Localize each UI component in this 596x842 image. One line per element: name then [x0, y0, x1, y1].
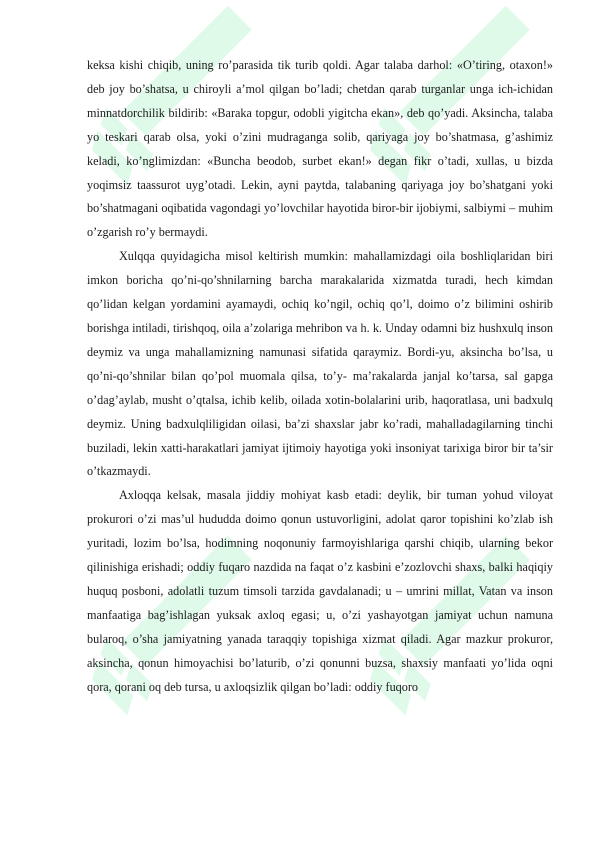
paragraph-axloq-example: Axloqqa kelsak, masala jiddiy mohiyat kasb etadi: deylik, bir tuman yohud viloyat prokurori o’zi mas’ul hududda doimo qonun ustuvorligini, adolat qaror topishini ko’zlab ish yuritadi, lozim bo’lsa, hodimning noqonuniy farmoyishlariga qarshi chiqib, ularning bekor qilinishiga erishadi; oddiy fuqaro nazdida na faqat o’z kasbini e’zozlovchi shaxs, balki haqiqiy huquq posboni, adolatli tuzum timsoli tarzida gavdalanadi; u – umrini millat, Vatan va inson manfaatiga bag’ishlagan yuksak axloq egasi; u, o’zi yashayotgan jamiyat uchun namuna bularoq, o’sha jamiyatning yanada taraqqiy topishiga xizmat qiladi. Agar mazkur prokuror, aksincha, qonun himoyachisi bo’laturib, o’zi qonunni buzsa, shaxsiy manfaati yo’lida oqni qora, qorani oq deb tursa, u axloqsizlik qilgan bo’ladi: oddiy fuqoro [87, 488, 553, 694]
paragraph-continuation: keksa kishi chiqib, uning ro’parasida tik turib qoldi. Agar talaba darhol: «O’tiring, otaxon!» deb joy bo’shatsa, u chiroyli a’mol qilgan bo’ladi; chetdan qarab turganlar unga ich-ichidan minnatdorchilik bildirib: «Baraka topgur, odobli yigitcha ekan», deb qo’yadi. Aksincha, talaba yo teskari qarab olsa, yoki o’zini mudraganga solib, qariyaga joy bo’shatmasa, g’ashimiz keladi, ko’nglimizdan: «Buncha beodob, surbet ekan!» degan fikr o’tadi, xullas, u bizda yoqimsiz taassurot uyg’otadi. Lekin, ayni paytda, talabaning qariyaga joy bo’shatgani yoki bo’shatmagani oqibatida vagondagi yo’lovchilar hayotida biror-bir ijobiymi, salbiymi – muhim o’zgarish ro’y bermaydi. [87, 58, 553, 240]
body-text [87, 54, 553, 699]
paragraph-xulq-example: Xulqqa quyidagicha misol keltirish mumkin: mahallamizdagi oila boshliqlaridan biri imkon boricha qo’ni-qo’shnilarning barcha marakalarida xizmatda turadi, hech kimdan qo’lidan kelgan yordamini ayamaydi, ochiq ko’ngil, ochiq qo’l, doimo o’z bilimini oshirib borishga intiladi, tirishqoq, oila a’zolariga mehribon va h. k. Unday odamni biz hushxulq inson deymiz va unga mahallamizning namunasi sifatida qaraymiz. Bordi-yu, aksincha bo’lsa, u qo’ni-qo’shnilar bilan qo’pol muomala qilsa, to’y- ma’rakalarda janjal ko’tarsa, sal gapga o’dag’aylab, musht o’qtalsa, ichib kelib, oilada xotin-bolalarini urib, haqoratlasa, uni badxulq deymiz. Uning badxulqliligidan oilasi, ba’zi shaxslar jabr ko’radi, mahalladagilarning tinchi buziladi, lekin xatti-harakatlari jamiyat ijtimoiy hayotiga yoki insoniyat tarixiga biror bir ta’sir o’tkazmaydi. [87, 249, 553, 479]
